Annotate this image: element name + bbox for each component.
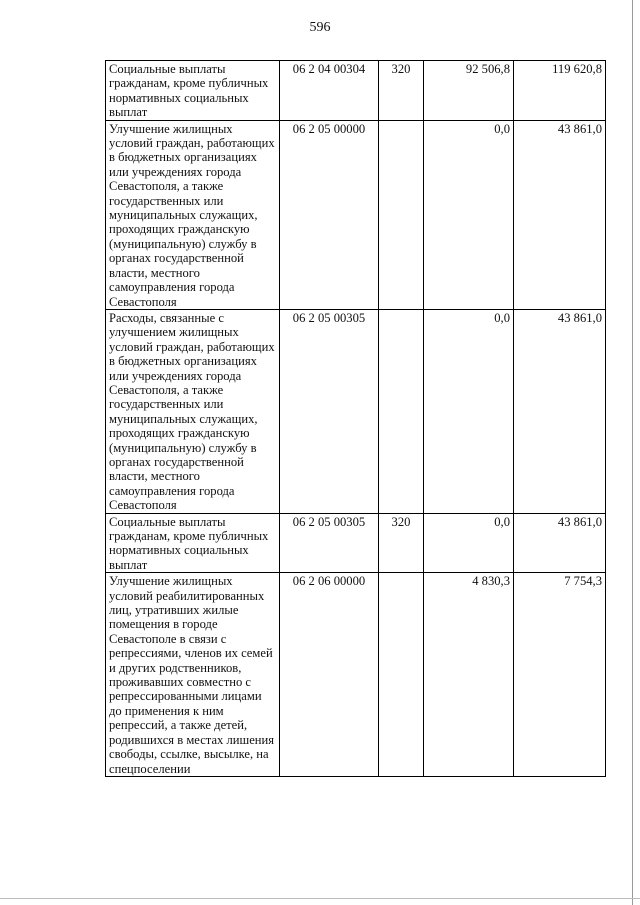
table-row xyxy=(106,573,606,777)
row-kind-cell: 320 xyxy=(379,61,424,121)
row-code-cell: 06 2 05 00000 xyxy=(280,120,379,309)
table-row xyxy=(106,309,606,513)
scan-edge-line xyxy=(632,0,633,905)
row-value2-cell: 7 754,3 xyxy=(514,573,606,777)
row-name-cell: Улучшение жилищных условий реабилитированных лиц, утративших жилые помещения в городе Севастополе в связи с репрессиями, членов их семей и других родственников, проживавших совместно с репрессированными лицами до применения к ним репрессий, а также детей, родившихся в местах лишения свободы, ссылке, высылке, на спецпоселении xyxy=(106,573,280,777)
row-value1-cell: 0,0 xyxy=(424,309,514,513)
row-code-cell: 06 2 05 00305 xyxy=(280,309,379,513)
row-kind-cell xyxy=(379,309,424,513)
row-value1-cell: 4 830,3 xyxy=(424,573,514,777)
row-name-cell: Социальные выплаты гражданам, кроме публичных нормативных социальных выплат xyxy=(106,513,280,573)
scan-bottom-line xyxy=(0,898,640,899)
budget-table xyxy=(105,60,606,777)
table-row xyxy=(106,120,606,309)
row-kind-cell xyxy=(379,573,424,777)
row-code-cell: 06 2 05 00305 xyxy=(280,513,379,573)
page-number: 596 xyxy=(309,20,331,35)
row-value1-cell: 0,0 xyxy=(424,120,514,309)
row-name-cell: Расходы, связанные с улучшением жилищных условий граждан, работающих в бюджетных организациях или учреждениях города Севастополя, а также государственных или муниципальных служащих, проходящих гражданскую (муниципальную) службу в органах государственной власти, местного самоуправления города Севастополя xyxy=(106,309,280,513)
row-value2-cell: 119 620,8 xyxy=(514,61,606,121)
row-code-cell: 06 2 04 00304 xyxy=(280,61,379,121)
row-value2-cell: 43 861,0 xyxy=(514,120,606,309)
row-kind-cell: 320 xyxy=(379,513,424,573)
row-name-cell: Улучшение жилищных условий граждан, работающих в бюджетных организациях или учреждениях города Севастополя, а также государственных или муниципальных служащих, проходящих гражданскую (муниципальную) службу в органах государственной власти, местного самоуправления города Севастополя xyxy=(106,120,280,309)
row-name-cell: Социальные выплаты гражданам, кроме публичных нормативных социальных выплат xyxy=(106,61,280,121)
table-row xyxy=(106,61,606,121)
row-kind-cell xyxy=(379,120,424,309)
row-code-cell: 06 2 06 00000 xyxy=(280,573,379,777)
row-value1-cell: 0,0 xyxy=(424,513,514,573)
row-value1-cell: 92 506,8 xyxy=(424,61,514,121)
row-value2-cell: 43 861,0 xyxy=(514,309,606,513)
table-row xyxy=(106,513,606,573)
row-value2-cell: 43 861,0 xyxy=(514,513,606,573)
